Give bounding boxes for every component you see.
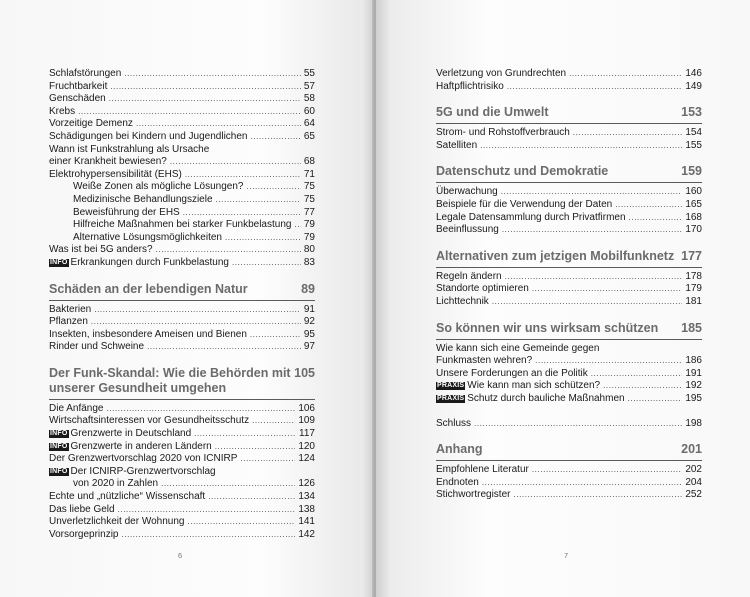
info-badge: INFO bbox=[50, 258, 68, 266]
toc-entry: Der Grenzwertvorschlag 2020 von ICNIRP ..... 124 bbox=[49, 453, 315, 466]
toc-entry: Elektrohypersensibilität (EHS) ..... 71 bbox=[49, 169, 315, 182]
toc-entry: Regeln ändern ..... 178 bbox=[436, 271, 702, 284]
toc-entry: einer Krankheit bewiesen? ..... 68 bbox=[49, 156, 315, 169]
toc-entry: Satelliten ..... 155 bbox=[436, 140, 702, 153]
toc-subentry: Hilfreiche Maßnahmen bei starker Funkbelastung ..... 79 bbox=[49, 219, 315, 232]
toc-entry-line: Wann ist Funkstrahlung als Ursache bbox=[49, 143, 210, 155]
section-heading-datenschutz: Datenschutz und Demokratie 159 bbox=[436, 164, 702, 183]
toc-entry: Beispiele für die Verwendung der Daten ..... 165 bbox=[436, 199, 702, 212]
section-heading-skandal: Der Funk-Skandal: Wie die Behörden mit unserer Gesundheit umgehen 105 bbox=[49, 366, 315, 400]
toc-subentry: Alternative Lösungsmöglichkeiten ..... 79 bbox=[49, 232, 315, 245]
toc-entry: Echte und „nützliche“ Wissenschaft ..... 134 bbox=[49, 491, 315, 504]
toc-entry: Standorte optimieren ..... 179 bbox=[436, 283, 702, 296]
toc-entry: Vorsorgeprinzip ..... 142 bbox=[49, 529, 315, 542]
toc-entry-info-line: INFO Der ICNIRP-Grenzwertvorschlag bbox=[50, 465, 216, 477]
right-page bbox=[376, 0, 750, 597]
praxis-badge: PRAXIS bbox=[437, 382, 465, 390]
section-heading-schuetzen: So können wir uns wirksam schützen 185 bbox=[436, 321, 702, 340]
toc-entry: Lichttechnik ..... 181 bbox=[436, 296, 702, 309]
left-toc bbox=[49, 68, 315, 541]
section-heading-umwelt: 5G und die Umwelt 153 bbox=[436, 105, 702, 124]
toc-subentry: Beweisführung der EHS ..... 77 bbox=[49, 207, 315, 220]
toc-entry: Empfohlene Literatur ..... 202 bbox=[436, 464, 702, 477]
toc-entry: Funkmasten wehren? ..... 186 bbox=[436, 355, 702, 368]
toc-entry: Krebs ..... 60 bbox=[49, 106, 315, 119]
info-badge: INFO bbox=[50, 430, 68, 438]
toc-entry: Die Anfänge ..... 106 bbox=[49, 403, 315, 416]
toc-entry: Legale Datensammlung durch Privatfirmen ..... 168 bbox=[436, 212, 702, 225]
toc-entry: Was ist bei 5G anders? ..... 80 bbox=[49, 244, 315, 257]
toc-entry: Vorzeitige Demenz ..... 64 bbox=[49, 118, 315, 131]
entries-block1 bbox=[49, 68, 315, 144]
toc-entry: Haftpflichtrisiko ..... 149 bbox=[436, 81, 702, 94]
right-toc bbox=[436, 68, 702, 502]
praxis-badge: PRAXIS bbox=[437, 394, 465, 402]
toc-entry: Insekten, insbesondere Ameisen und Bienen ..... 95 bbox=[49, 329, 315, 342]
page-number-right: 7 bbox=[564, 551, 569, 560]
toc-subentry: Weiße Zonen als mögliche Lösungen? ..... 75 bbox=[49, 181, 315, 194]
toc-entry: Das liebe Geld ..... 138 bbox=[49, 504, 315, 517]
toc-entry: Strom- und Rohstoffverbrauch ..... 154 bbox=[436, 127, 702, 140]
toc-entry-praxis: PRAXIS Schutz durch bauliche Maßnahmen ..... 195 bbox=[436, 393, 702, 406]
toc-entry: Stichwortregister ..... 252 bbox=[436, 489, 702, 502]
toc-entry-info: INFO Erkrankungen durch Funkbelastung ..... 83 bbox=[49, 257, 315, 270]
toc-entry: Verletzung von Grundrechten ..... 146 bbox=[436, 68, 702, 81]
toc-entry: Schädigungen bei Kindern und Jugendlichen ..... 65 bbox=[49, 131, 315, 144]
toc-entry: Pflanzen ..... 92 bbox=[49, 316, 315, 329]
toc-entry: Unverletzlichkeit der Wohnung ..... 141 bbox=[49, 516, 315, 529]
page-number-left: 6 bbox=[178, 551, 183, 560]
toc-entry: Überwachung ..... 160 bbox=[436, 186, 702, 199]
toc-entry: Schlafstörungen ..... 55 bbox=[49, 68, 315, 81]
toc-entry: Wirtschaftsinteressen vor Gesundheitsschutz ..... 109 bbox=[49, 415, 315, 428]
toc-entry-praxis: PRAXIS Wie kann man sich schützen? ..... 192 bbox=[436, 380, 702, 393]
toc-entry: Fruchtbarkeit ..... 57 bbox=[49, 81, 315, 94]
toc-entry: Bakterien ..... 91 bbox=[49, 304, 315, 317]
toc-entry: Beeinflussung ..... 170 bbox=[436, 224, 702, 237]
toc-entry-line: Wie kann sich eine Gemeinde gegen bbox=[436, 342, 600, 354]
section-heading-alternativen: Alternativen zum jetzigen Mobilfunknetz 177 bbox=[436, 249, 702, 268]
toc-entry: Genschäden ..... 58 bbox=[49, 93, 315, 106]
toc-entry-info: INFO Grenzwerte in Deutschland ..... 117 bbox=[49, 428, 315, 441]
section-heading-natur: Schäden an der lebendigen Natur 89 bbox=[49, 282, 315, 301]
toc-entry-info: INFO Grenzwerte in anderen Ländern ..... 120 bbox=[49, 441, 315, 454]
toc-entry: Endnoten ..... 204 bbox=[436, 477, 702, 490]
toc-entry-schluss: Schluss ..... 198 bbox=[436, 418, 702, 431]
toc-entry: Rinder und Schweine ..... 97 bbox=[49, 341, 315, 354]
left-page bbox=[0, 0, 374, 597]
info-badge: INFO bbox=[50, 467, 68, 475]
toc-subentry: Medizinische Behandlungsziele ..... 75 bbox=[49, 194, 315, 207]
info-badge: INFO bbox=[50, 442, 68, 450]
toc-entry-continuation: von 2020 in Zahlen ..... 126 bbox=[49, 478, 315, 491]
toc-entry: Unsere Forderungen an die Politik ..... 191 bbox=[436, 368, 702, 381]
section-heading-anhang: Anhang 201 bbox=[436, 442, 702, 461]
